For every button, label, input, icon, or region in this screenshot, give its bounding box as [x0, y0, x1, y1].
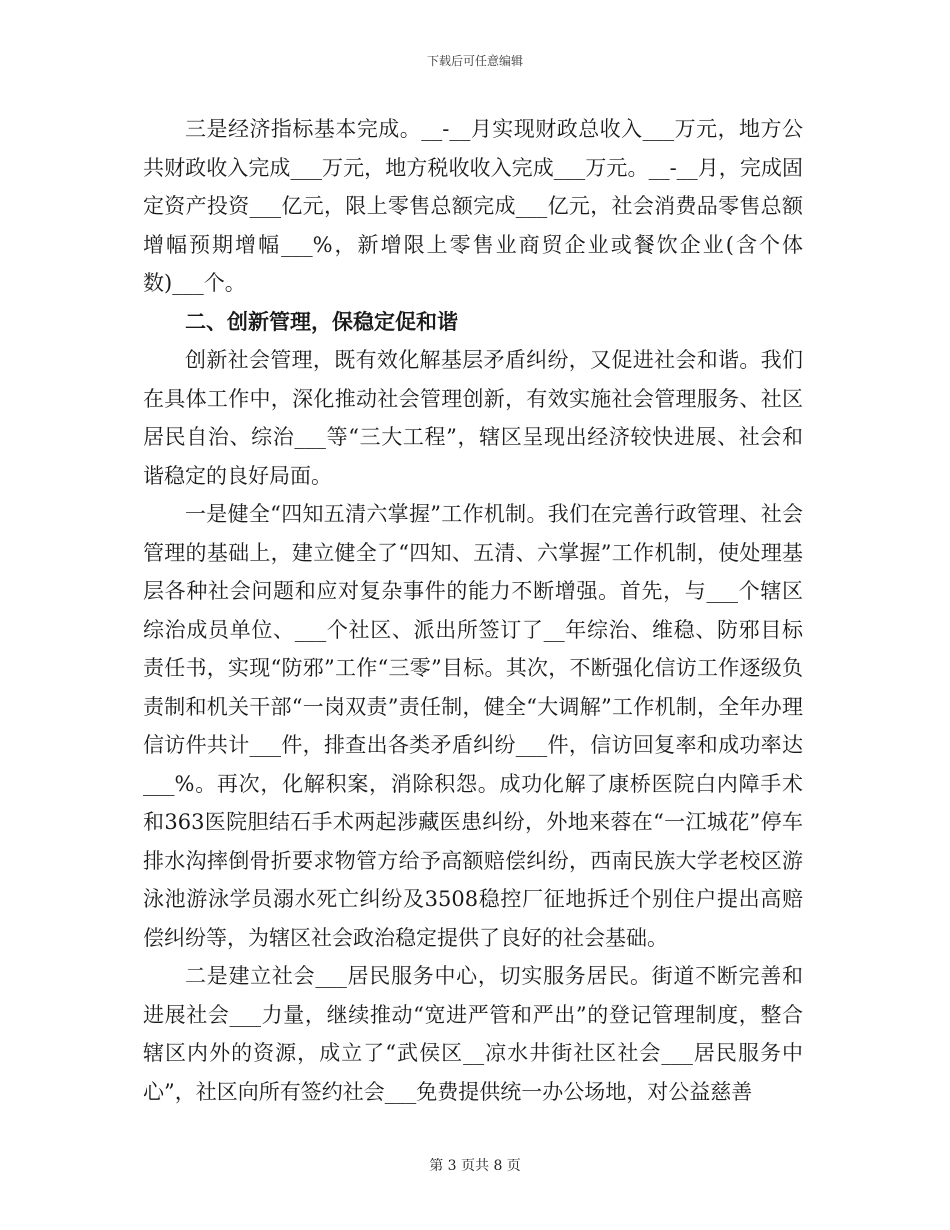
section-heading: 二、创新管理，保稳定促和谐 — [185, 308, 458, 334]
page-header: 下载后可任意编辑 — [426, 54, 523, 68]
page-number: 第 3 页共 8 页 — [429, 1158, 521, 1174]
paragraph-service-center: 二是建立社会___居民服务中心，切实服务居民。街道不断完善和进展社会___力量，继续推动“宽进严管和严出”的登记管理制度，整合辖区内外的资源，成立了“武侯区__凉水井街社区社会___居民服务中心”，社区向所有签约社会___免费提供统一办公场地，对公益慈善 — [143, 964, 803, 1104]
document-body — [143, 110, 803, 1111]
paragraph-social-management: 创新社会管理，既有效化解基层矛盾纠纷，又促进社会和谐。我们在具体工作中，深化推动社会管理创新，有效实施社会管理服务、社区居民自治、综治___等“三大工程”，辖区呈现出经济较快进展、社会和谐稳定的良好局面。 — [143, 348, 803, 488]
paragraph-economic-indicators: 三是经济指标基本完成。__-__月实现财政总收入___万元，地方公共财政收入完成___万元，地方税收收入完成___万元。__-__月，完成固定资产投资___亿元，限上零售总额完成___亿元，社会消费品零售总额增幅预期增幅___%，新增限上零售业商贸企业或餐饮企业(含个体数)___个。 — [143, 117, 803, 295]
paragraph-work-mechanism: 一是健全“四知五清六掌握”工作机制。我们在完善行政管理、社会管理的基础上，建立健全了“四知、五清、六掌握”工作机制，使处理基层各种社会问题和应对复杂事件的能力不断增强。首先，与___个辖区综治成员单位、___个社区、派出所签订了__年综治、维稳、防邪目标责任书，实现“防邪”工作“三零”目标。其次，不断强化信访工作逐级负责制和机关干部“一岗双责”责任制，健全“大调解”工作机制，全年办理信访件共计___件，排查出各类矛盾纠纷___件，信访回复率和成功率达___%。再次，化解积案，消除积怨。成功化解了康桥医院白内障手术和363医院胆结石手术两起涉藏医患纠纷，外地来蓉在“一江城花”停车排水沟摔倒骨折要求物管方给予高额赔偿纠纷，西南民族大学老校区游泳池游泳学员溺水死亡纠纷及3508稳控厂征地拆迁个别住户提出高赔偿纠纷等，为辖区社会政治稳定提供了良好的社会基础。 — [143, 502, 803, 950]
